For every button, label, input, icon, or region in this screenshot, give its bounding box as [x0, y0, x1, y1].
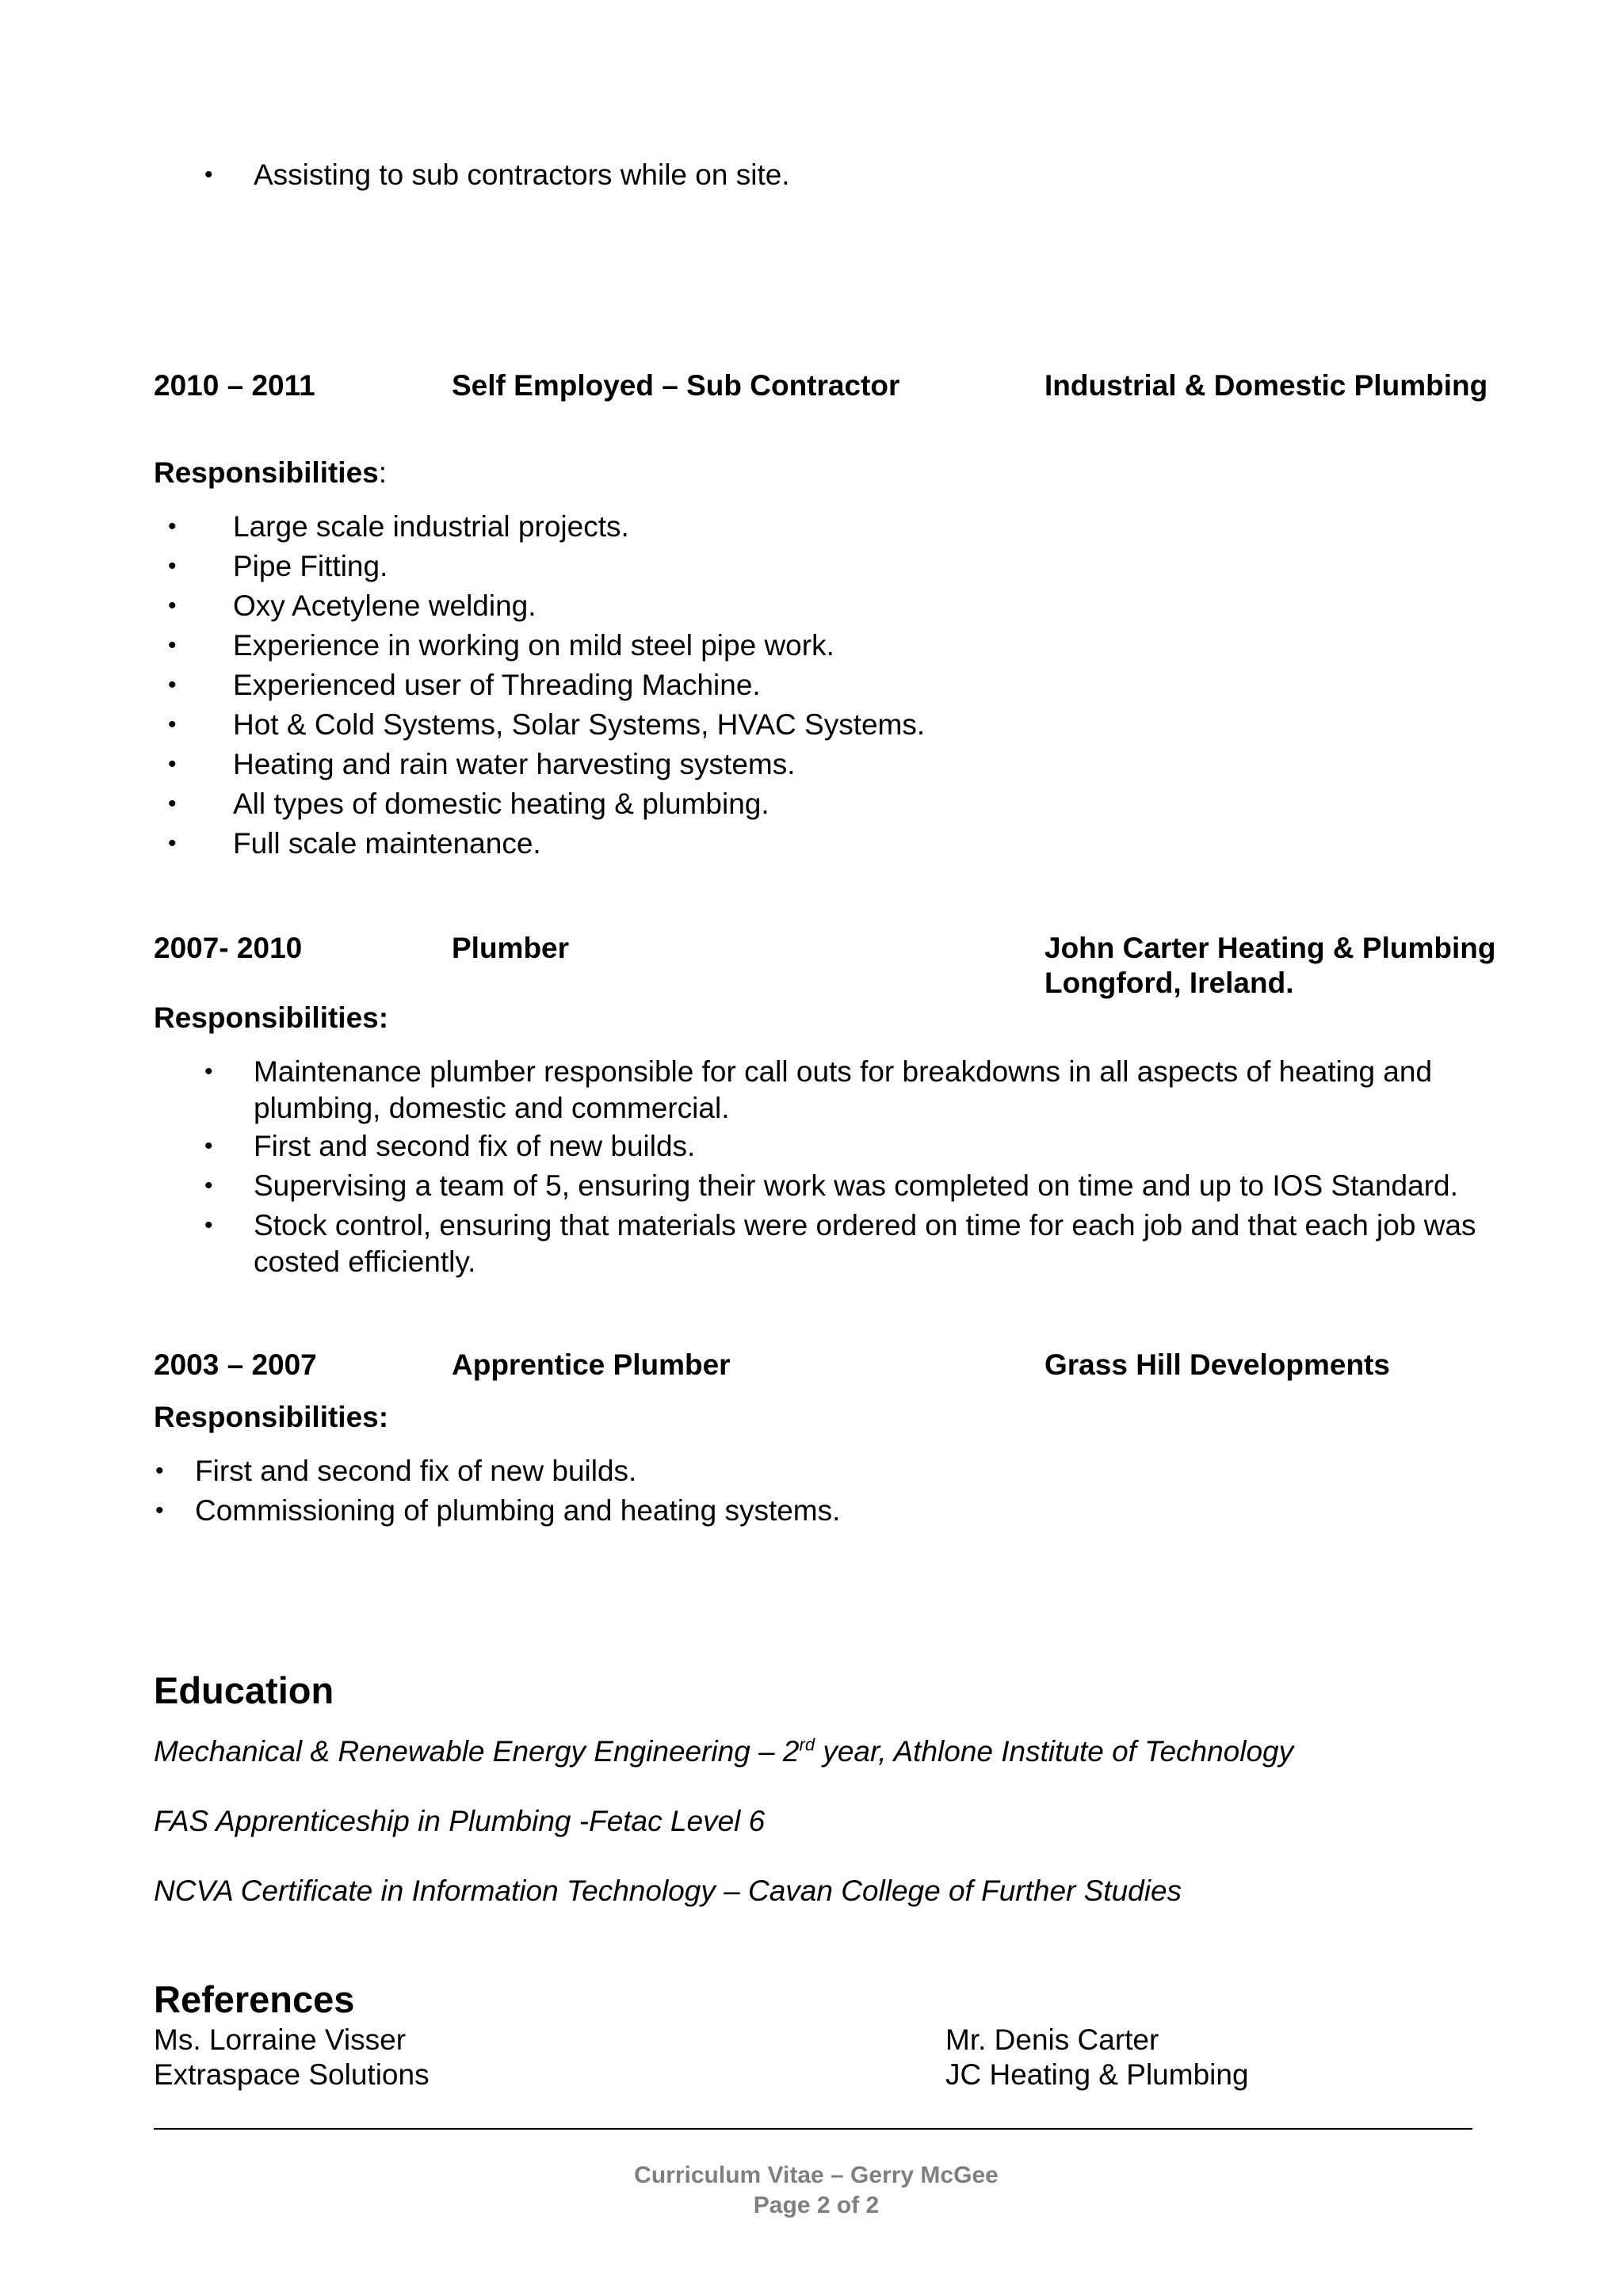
bullet-dot: • [204, 1058, 213, 1085]
bullet-dot: • [204, 1173, 213, 1199]
job1-responsibilities-label: Responsibilities [154, 456, 379, 489]
job2-location: Longford, Ireland. [1044, 967, 1294, 999]
education-entry: NCVA Certificate in Information Technology – Cavan College of Further Studies [154, 1875, 1182, 1907]
bullet-dot: • [168, 711, 177, 738]
job1-company: Industrial & Domestic Plumbing [1044, 369, 1488, 402]
list-item: Experienced user of Threading Machine. [233, 669, 761, 701]
bullet-dot: • [168, 751, 177, 777]
job1-responsibilities-heading [154, 453, 387, 493]
job2-dates: 2007- 2010 [154, 932, 303, 964]
reference-1-company: Extraspace Solutions [154, 2058, 430, 2091]
job2-responsibilities-heading: Responsibilities: [154, 1001, 389, 1034]
education-entry-superscript: rd [799, 1734, 815, 1755]
footer-divider [154, 2128, 1472, 2130]
job3-dates: 2003 – 2007 [154, 1348, 317, 1381]
list-item-line: First and second fix of new builds. [254, 1130, 696, 1162]
list-item-line: Supervising a team of 5, ensuring their work was completed on time and up to IOS Standard. [254, 1169, 1458, 1202]
list-item-line: Stock control, ensuring that materials were ordered on time for each job and that each job was [254, 1209, 1476, 1241]
job1-title: Self Employed – Sub Contractor [452, 369, 900, 402]
list-item: Large scale industrial projects. [233, 510, 629, 543]
job3-title: Apprentice Plumber [452, 1348, 731, 1381]
reference-2-company: JC Heating & Plumbing [945, 2058, 1249, 2091]
references-heading: References [154, 1978, 355, 2020]
job2-title: Plumber [452, 932, 570, 964]
education-entry [154, 1732, 1293, 1772]
list-item: Experience in working on mild steel pipe work. [233, 629, 834, 662]
job3-company: Grass Hill Developments [1044, 1348, 1390, 1381]
intro-list-item: Assisting to sub contractors while on site. [254, 158, 790, 191]
bullet-dot: • [168, 593, 177, 619]
list-item: Heating and rain water harvesting systems. [233, 748, 796, 780]
list-item: Pipe Fitting. [233, 550, 388, 582]
list-item: Hot & Cold Systems, Solar Systems, HVAC Systems. [233, 708, 926, 741]
list-item: All types of domestic heating & plumbing. [233, 788, 769, 820]
bullet-dot: • [155, 1497, 164, 1524]
bullet-dot: • [168, 632, 177, 658]
list-item-line: plumbing, domestic and commercial. [254, 1092, 730, 1124]
bullet-dot: • [168, 553, 177, 579]
list-item: Commissioning of plumbing and heating systems. [195, 1494, 841, 1527]
bullet-dot: • [204, 1133, 213, 1159]
list-item: First and second fix of new builds. [195, 1455, 637, 1487]
footer-page-number: Page 2 of 2 [753, 2192, 880, 2218]
reference-2-name: Mr. Denis Carter [945, 2023, 1159, 2056]
bullet-dot: • [204, 162, 213, 188]
job2-company: John Carter Heating & Plumbing [1044, 932, 1496, 964]
bullet-dot: • [168, 791, 177, 817]
education-entry: FAS Apprenticeship in Plumbing -Fetac Level 6 [154, 1805, 766, 1837]
education-entry-part: year, Athlone Institute of Technology [815, 1735, 1294, 1768]
education-entry-part: Mechanical & Renewable Energy Engineering – 2 [154, 1735, 800, 1768]
bullet-dot: • [168, 672, 177, 698]
bullet-dot: • [168, 513, 177, 540]
education-heading: Education [154, 1669, 334, 1711]
job1-responsibilities-colon: : [378, 456, 388, 489]
bullet-dot: • [168, 830, 177, 856]
list-item-line: Maintenance plumber responsible for call outs for breakdowns in all aspects of heating and [254, 1055, 1433, 1088]
footer-title: Curriculum Vitae – Gerry McGee [634, 2162, 999, 2188]
job1-dates: 2010 – 2011 [154, 369, 315, 402]
list-item: Full scale maintenance. [233, 827, 541, 860]
reference-1-name: Ms. Lorraine Visser [154, 2023, 407, 2056]
bullet-dot: • [204, 1212, 213, 1238]
job3-responsibilities-heading: Responsibilities: [154, 1401, 389, 1433]
list-item: Oxy Acetylene welding. [233, 589, 537, 622]
list-item-line: costed efficiently. [254, 1245, 476, 1278]
bullet-dot: • [155, 1458, 164, 1484]
